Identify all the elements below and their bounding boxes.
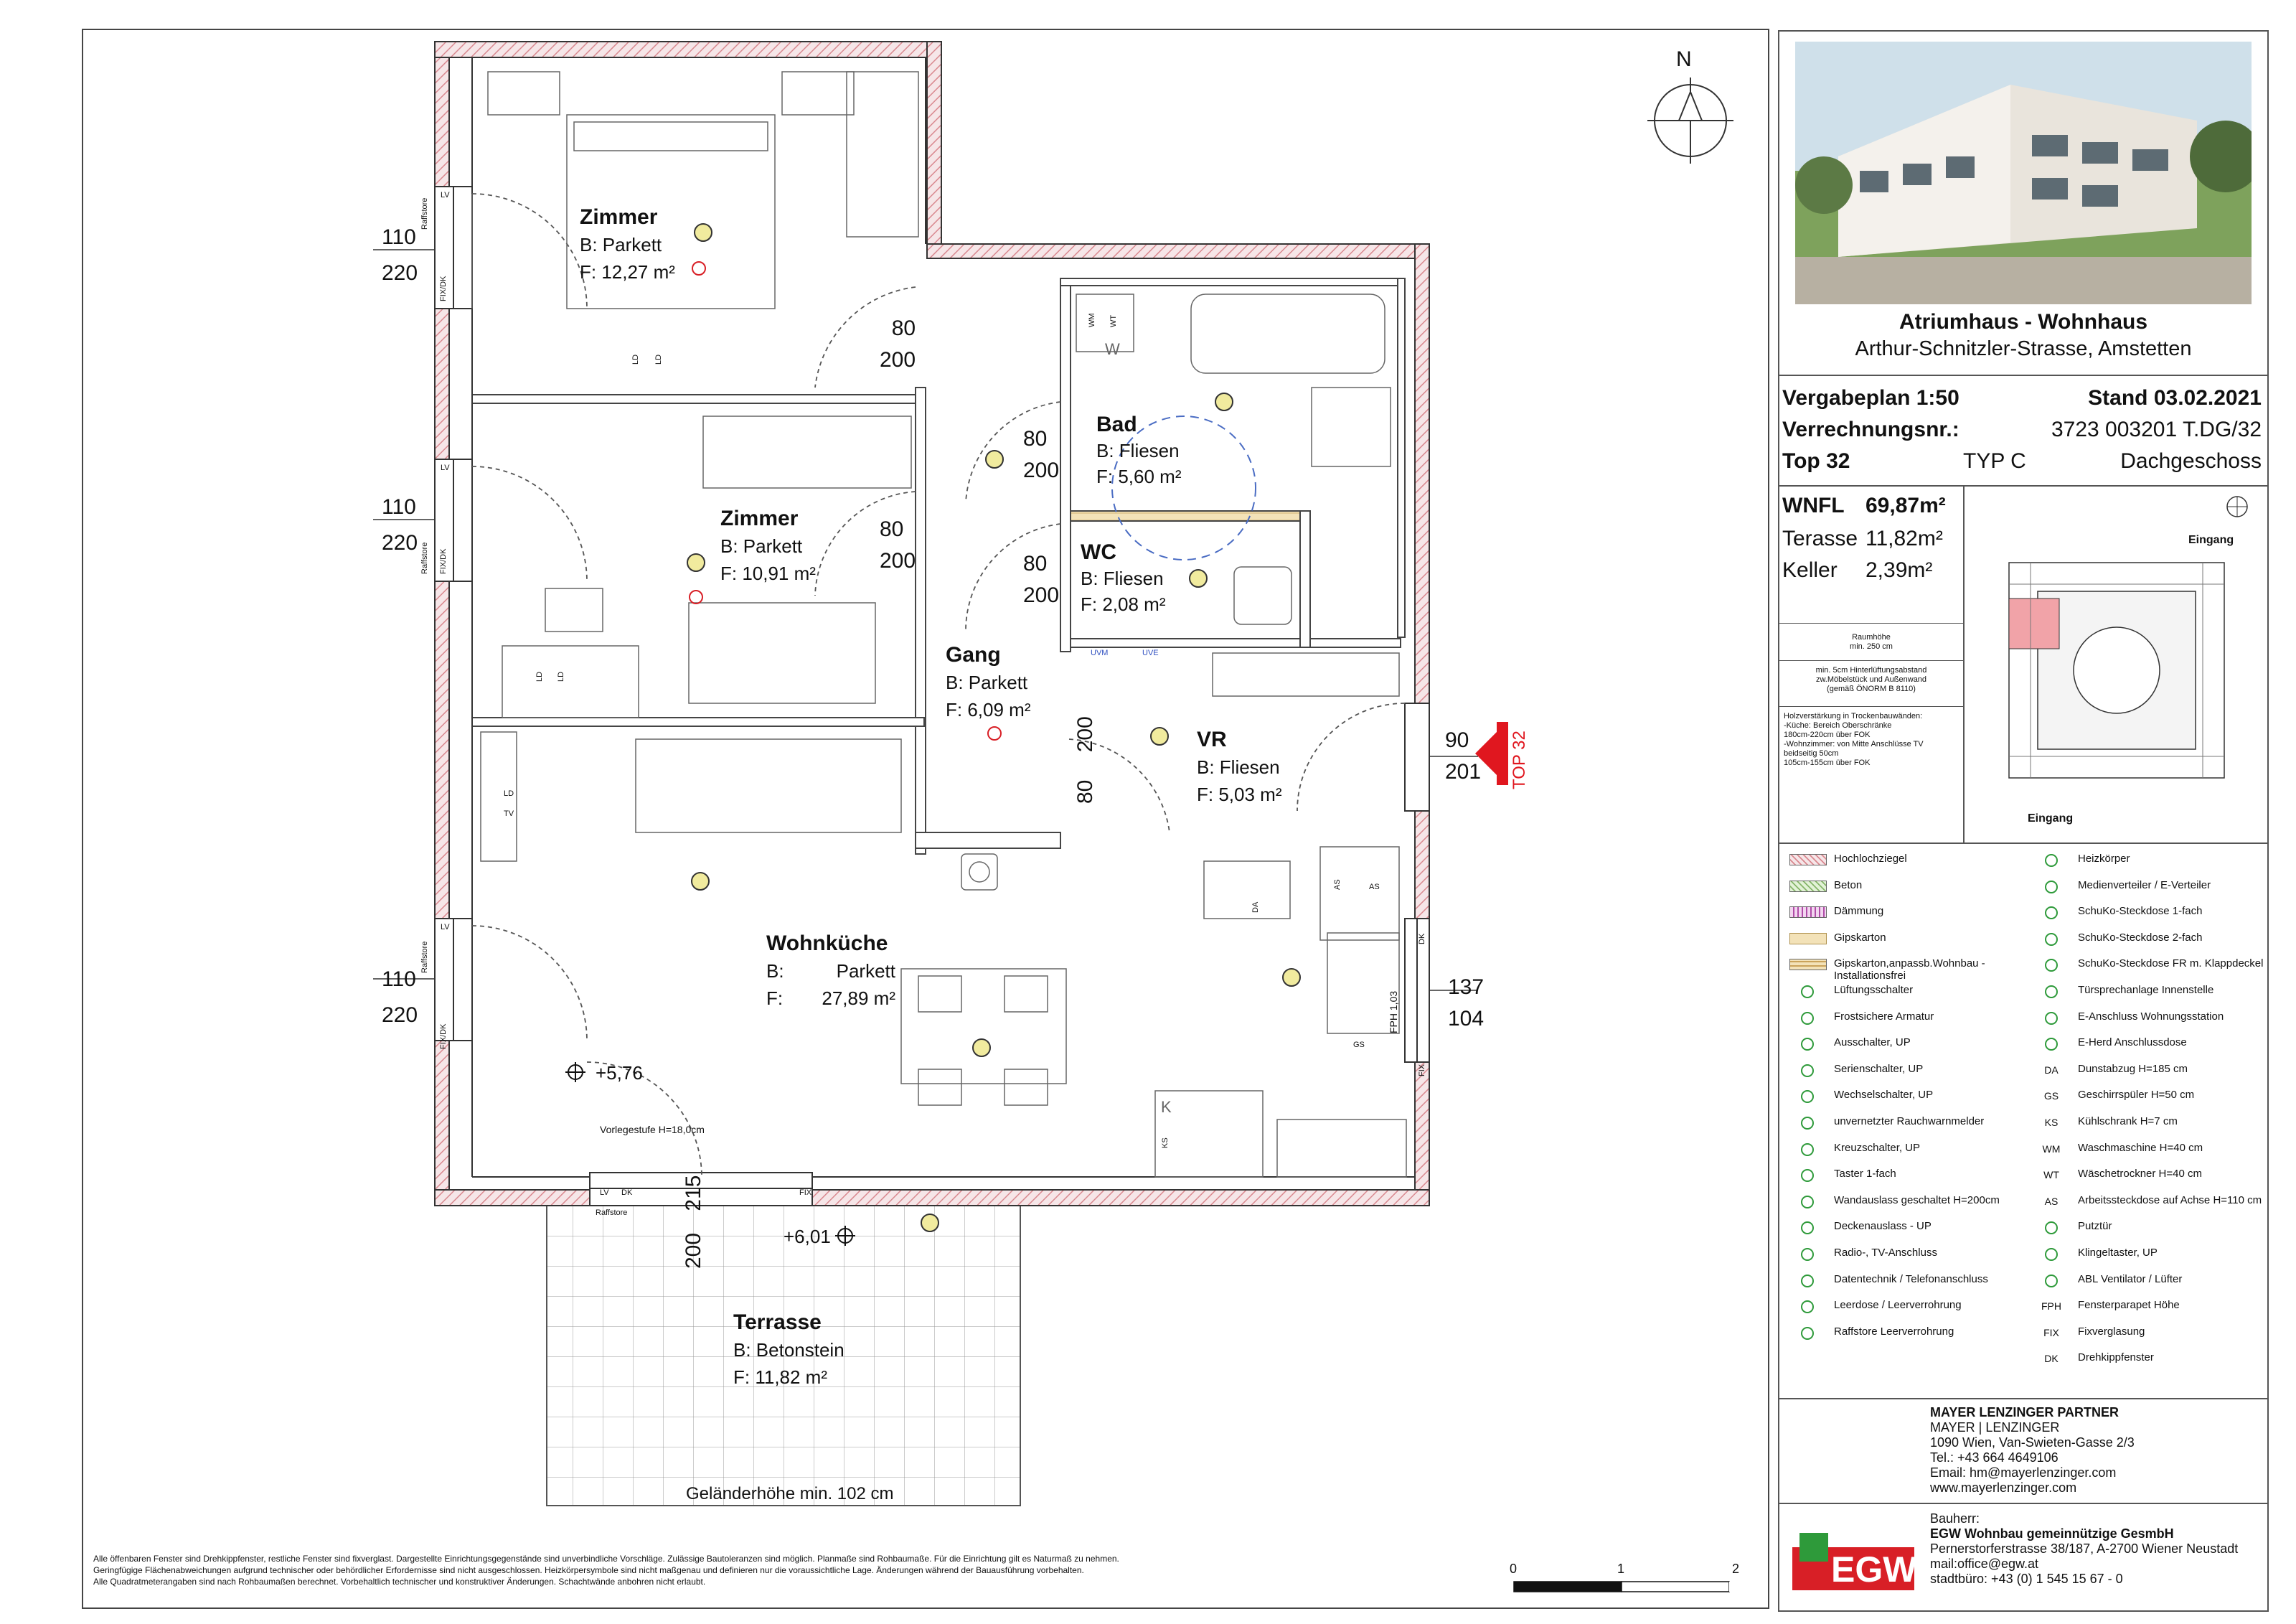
dim-width: 80 bbox=[891, 316, 916, 340]
room-floor: B: Parkett bbox=[946, 672, 1028, 693]
legend-left-symbol-icon bbox=[1789, 854, 1827, 865]
raffstore-label-1: Raffstore bbox=[420, 197, 429, 230]
legend-right-symbol-icon bbox=[2045, 1012, 2058, 1025]
raffstore-label-4: Raffstore bbox=[596, 1208, 628, 1217]
legend-left-symbol-icon bbox=[1801, 1196, 1814, 1208]
legend-left-item: Radio-, TV-Anschluss bbox=[1834, 1247, 1937, 1259]
plan-footnote bbox=[93, 1553, 1457, 1587]
door-dim-5 bbox=[1073, 716, 1098, 804]
holz-note bbox=[1784, 712, 1963, 768]
legend-right-symbol-icon: AS bbox=[2044, 1195, 2059, 1207]
fix-label-kitchen: FIX bbox=[1418, 1064, 1426, 1076]
ld-label-5: LD bbox=[504, 789, 514, 798]
legend-right-item: Putztür bbox=[2078, 1220, 2112, 1233]
logo-text: EGW bbox=[1831, 1549, 1917, 1590]
legend-left-item: Lüftungsschalter bbox=[1834, 984, 1914, 996]
room-area: F: 12,27 m² bbox=[580, 261, 675, 283]
raumhoehe-line: Raumhöhe bbox=[1852, 633, 1891, 642]
note-line: beidseitig 50cm bbox=[1784, 749, 1839, 758]
legend-left-item: Kreuzschalter, UP bbox=[1834, 1141, 1921, 1154]
legend-right-symbol-icon: KS bbox=[2044, 1117, 2059, 1128]
legend-right-symbol-icon: DA bbox=[2044, 1064, 2059, 1076]
room-name: VR bbox=[1197, 728, 1227, 751]
as-label-1: AS bbox=[1333, 879, 1342, 890]
legend-left-item: Dämmung bbox=[1834, 905, 1884, 918]
legend-left-item: Wandauslass geschaltet H=200cm bbox=[1834, 1193, 2000, 1206]
legend-left-item: Raffstore Leerverrohrung bbox=[1834, 1325, 1954, 1338]
ld-label-4: LD bbox=[557, 671, 565, 682]
legend-left-item: Leerdose / Leerverrohrung bbox=[1834, 1299, 1962, 1312]
uve-label: UVE bbox=[1142, 649, 1159, 657]
door-dim-2 bbox=[880, 514, 916, 577]
legend-left-symbol-icon bbox=[1789, 906, 1827, 918]
dim-height: 215 bbox=[682, 1175, 705, 1211]
room-area-label: F: bbox=[766, 987, 784, 1009]
room-wc bbox=[1081, 540, 1165, 617]
gelaender-label: Geländerhöhe min. 102 cm bbox=[686, 1484, 894, 1503]
legend-right-item: Arbeitssteckdose auf Achse H=110 cm bbox=[2078, 1193, 2262, 1206]
note-line: 105cm-155cm über FOK bbox=[1784, 759, 1871, 767]
entrance-door-dim bbox=[1445, 725, 1481, 788]
bauherr-block bbox=[1930, 1511, 2238, 1587]
dim-height: 200 bbox=[1023, 583, 1060, 607]
room-area-value: 27,89 m² bbox=[822, 987, 895, 1009]
door-dim-4 bbox=[1023, 548, 1059, 611]
legend-right-item: E-Anschluss Wohnungsstation bbox=[2078, 1010, 2224, 1023]
legend-right-item: Fensterparapet Höhe bbox=[2078, 1299, 2180, 1312]
level-inside: +5,76 bbox=[596, 1062, 643, 1084]
legend-left-symbol-icon bbox=[1801, 1064, 1814, 1077]
room-floor: B: Parkett bbox=[720, 535, 803, 557]
room-floor: B: Fliesen bbox=[1096, 440, 1180, 461]
legend-left-item: Deckenauslass - UP bbox=[1834, 1220, 1932, 1233]
terasse-value: 11,82m² bbox=[1866, 527, 1943, 550]
legend-left-symbol-icon bbox=[1801, 1012, 1814, 1025]
bauherr-line: mail:office@egw.at bbox=[1930, 1557, 2039, 1571]
legend-right-symbol-icon: WT bbox=[2043, 1169, 2059, 1181]
bauherr-name: EGW Wohnbau gemeinnützige GesmbH bbox=[1930, 1526, 2174, 1541]
legend-right-item: Klingeltaster, UP bbox=[2078, 1247, 2158, 1259]
dim-width: 110 bbox=[382, 495, 416, 519]
architect-line: Tel.: +43 664 4649106 bbox=[1930, 1450, 2059, 1465]
architect-line: Email: hm@mayerlenzinger.com bbox=[1930, 1465, 2117, 1480]
wt-label: WT bbox=[1109, 314, 1118, 327]
note-line: -Küche: Bereich Oberschränke bbox=[1784, 721, 1892, 730]
dim-height: 200 bbox=[880, 549, 916, 573]
legend-right-item: Drehkippfenster bbox=[2078, 1351, 2154, 1364]
ld-label-2: LD bbox=[654, 354, 663, 365]
footnote-line: Alle öffenbaren Fenster sind Drehkippfenster, restliche Fenster sind fixverglast. Dargestellte Einrichtungsgegenstände sind unverbindliche Vorschläge. Zulässige Bautoleranzen sind möglich. Planmaße sind Rohbaumaße. Für die Einrichtung gilt es Naturmaß zu nehmen. bbox=[93, 1554, 1119, 1564]
note-line: 180cm-220cm über FOK bbox=[1784, 731, 1871, 739]
vorlegestufe-label: Vorlegestufe H=18,0cm bbox=[600, 1124, 705, 1135]
dk-label-kitchen: DK bbox=[1418, 933, 1426, 944]
legend-right-item: Wäschetrockner H=40 cm bbox=[2078, 1168, 2202, 1181]
legend-right-symbol-icon: DK bbox=[2044, 1353, 2059, 1365]
architect-line: MAYER | LENZINGER bbox=[1930, 1420, 2060, 1435]
dim-height: 200 bbox=[1023, 459, 1060, 482]
fph-label: FPH 1,03 bbox=[1388, 990, 1399, 1033]
legend-right-item: SchuKo-Steckdose FR m. Klappdeckel bbox=[2078, 957, 2264, 970]
legend-left-symbol-icon bbox=[1801, 1090, 1814, 1103]
terrace-door-dim bbox=[682, 1175, 706, 1269]
legend-right-symbol-icon bbox=[2045, 881, 2058, 893]
architect-line: www.mayerlenzinger.com bbox=[1930, 1480, 2077, 1495]
room-name: WC bbox=[1081, 540, 1116, 564]
legend-right-symbol-icon bbox=[2045, 854, 2058, 867]
room-floor-value: Parkett bbox=[836, 960, 895, 982]
project-title: Atriumhaus - Wohnhaus bbox=[1899, 310, 2148, 334]
legend-right-symbol-icon: FIX bbox=[2043, 1326, 2059, 1338]
room-vr bbox=[1197, 726, 1281, 808]
legend-right-item: E-Herd Anschlussdose bbox=[2078, 1036, 2187, 1049]
egw-logo bbox=[1792, 1521, 1917, 1590]
dim-width: 90 bbox=[1445, 728, 1469, 752]
wnfl-value: 69,87m² bbox=[1866, 494, 1946, 517]
legend-left-item: Hochlochziegel bbox=[1834, 853, 1907, 865]
da-label: DA bbox=[1251, 901, 1260, 913]
dim-width: 80 bbox=[880, 517, 904, 541]
dim-width: 80 bbox=[1023, 552, 1048, 576]
lv-label-3: LV bbox=[441, 923, 450, 931]
raumhoehe-line: min. 250 cm bbox=[1850, 642, 1893, 651]
room-area: F: 5,60 m² bbox=[1096, 466, 1182, 487]
legend-left-item: Frostsichere Armatur bbox=[1834, 1010, 1934, 1023]
wnfl-label: WNFL bbox=[1782, 494, 1845, 517]
building-rendering bbox=[1795, 42, 2252, 304]
footnote-line: Geringfügige Flächenabweichungen aufgrund technischer oder behördlicher Erfordernisse sind nicht ausgeschlossen. Heizkörpersymbole sind nicht maßgenau und definieren nur die voraussichtliche Lage. Änderungen während der Bauausführung vorbehalten. bbox=[93, 1565, 1084, 1575]
legend-left-symbol-icon bbox=[1801, 1275, 1814, 1287]
fixdk-label-1: FIX/DK bbox=[439, 276, 448, 301]
uvm-label: UVM bbox=[1091, 649, 1109, 657]
legend-left-symbol-icon bbox=[1801, 1038, 1814, 1051]
verrechnung-value: 3723 003201 T.DG/32 bbox=[2051, 418, 2262, 441]
legend-left-symbol-icon bbox=[1801, 1169, 1814, 1182]
note-line: -Wohnzimmer: von Mitte Anschlüsse TV bbox=[1784, 740, 1924, 748]
legend-right-item: SchuKo-Steckdose 2-fach bbox=[2078, 931, 2203, 944]
note-line: (gemäß ÖNORM B 8110) bbox=[1827, 685, 1916, 693]
keller-value: 2,39m² bbox=[1866, 558, 1933, 582]
legend-left-symbol-icon bbox=[1789, 933, 1827, 944]
lv-label-2: LV bbox=[441, 464, 450, 472]
dim-width: 80 bbox=[1073, 779, 1097, 804]
legend-left-symbol-icon bbox=[1789, 881, 1827, 892]
raffstore-label-3: Raffstore bbox=[420, 941, 429, 973]
verrechnung-label: Verrechnungsnr.: bbox=[1782, 418, 1959, 441]
legend-left-symbol-icon bbox=[1801, 1117, 1814, 1130]
dim-width: 137 bbox=[1448, 975, 1485, 999]
bauherr-label: Bauherr: bbox=[1930, 1511, 1980, 1526]
window-dim-1 bbox=[382, 220, 418, 291]
room-floor: B: Parkett bbox=[580, 234, 662, 255]
wm-label: WM bbox=[1088, 313, 1096, 327]
room-zimmer-2 bbox=[720, 505, 816, 587]
hinterlueftung-note bbox=[1779, 666, 1963, 694]
legend-left-symbol-icon bbox=[1801, 985, 1814, 998]
window-dim-2 bbox=[382, 489, 418, 561]
legend-left-symbol-icon bbox=[1801, 1143, 1814, 1156]
dim-height: 220 bbox=[382, 261, 418, 285]
legend-right-symbol-icon bbox=[2045, 933, 2058, 946]
dk-label-terrace: DK bbox=[621, 1188, 633, 1197]
legend-left-symbol-icon bbox=[1789, 959, 1827, 970]
note-line: zw.Möbelstück und Außenwand bbox=[1815, 675, 1927, 684]
legend-left-item: Gipskarton bbox=[1834, 931, 1886, 944]
window-dim-3 bbox=[382, 962, 418, 1033]
legend-left-item: Wechselschalter, UP bbox=[1834, 1089, 1934, 1102]
fixdk-label-3: FIX/DK bbox=[439, 1023, 448, 1049]
bauherr-line: Pernerstorferstrasse 38/187, A-2700 Wiener Neustadt bbox=[1930, 1541, 2239, 1556]
legend-right-symbol-icon: GS bbox=[2043, 1090, 2059, 1102]
legend-right-item: Fixverglasung bbox=[2078, 1325, 2145, 1338]
dim-height: 201 bbox=[1445, 760, 1482, 784]
legend-left-symbol-icon bbox=[1801, 1248, 1814, 1261]
fix-label-terrace: FIX bbox=[799, 1188, 812, 1197]
legend-left-symbol-icon bbox=[1801, 1221, 1814, 1234]
raffstore-label-2: Raffstore bbox=[420, 542, 429, 574]
room-name: Zimmer bbox=[580, 205, 658, 229]
room-area: F: 6,09 m² bbox=[946, 699, 1031, 721]
room-area: F: 2,08 m² bbox=[1081, 593, 1166, 615]
fixdk-label-2: FIX/DK bbox=[439, 548, 448, 574]
legend-left-symbol-icon bbox=[1801, 1300, 1814, 1313]
dim-height: 200 bbox=[880, 348, 916, 372]
room-gang bbox=[946, 642, 1030, 723]
legend-right-symbol-icon: FPH bbox=[2041, 1300, 2061, 1313]
kitchen-window-dim bbox=[1448, 972, 1484, 1035]
room-name: Zimmer bbox=[720, 507, 799, 530]
eingang-top: Eingang bbox=[2188, 534, 2234, 546]
legend-right-item: SchuKo-Steckdose 1-fach bbox=[2078, 905, 2203, 918]
dim-height: 220 bbox=[382, 1003, 418, 1027]
as-label-2: AS bbox=[1369, 883, 1380, 891]
stand-date: Stand 03.02.2021 bbox=[2088, 386, 2262, 410]
legend-right-symbol-icon bbox=[2045, 1275, 2058, 1287]
room-floor: B: Betonstein bbox=[733, 1339, 844, 1361]
dim-width: 110 bbox=[382, 967, 416, 991]
room-floor: B: Fliesen bbox=[1081, 568, 1164, 589]
legend-right-symbol-icon bbox=[2045, 985, 2058, 998]
gs-label: GS bbox=[1353, 1041, 1365, 1049]
legend-right-item: Kühlschrank H=7 cm bbox=[2078, 1115, 2178, 1127]
plan-type: Vergabeplan 1:50 bbox=[1782, 386, 1959, 410]
ld-label-1: LD bbox=[631, 354, 640, 365]
title-block bbox=[1778, 30, 2269, 1612]
legend-right-symbol-icon bbox=[2045, 959, 2058, 972]
raumhoehe bbox=[1779, 633, 1963, 652]
room-area: F: 5,03 m² bbox=[1197, 784, 1282, 805]
dim-height: 104 bbox=[1448, 1007, 1485, 1031]
dim-height: 220 bbox=[382, 531, 418, 555]
room-name: Wohnküche bbox=[766, 931, 888, 955]
legend-left-item: unvernetzter Rauchwarnmelder bbox=[1834, 1115, 1985, 1127]
note-line: Holzverstärkung in Trockenbauwänden: bbox=[1784, 712, 1923, 721]
scale-tick-2: 2 bbox=[1732, 1562, 1740, 1576]
legend-right-item: Heizkörper bbox=[2078, 853, 2130, 865]
room-name: Bad bbox=[1096, 413, 1137, 436]
top-number: Top 32 bbox=[1782, 449, 1850, 473]
north-label: N bbox=[1676, 47, 1692, 71]
room-terrasse bbox=[733, 1309, 844, 1391]
room-floor-label: B: bbox=[766, 960, 784, 982]
legend-right-item: Geschirrspüler H=50 cm bbox=[2078, 1089, 2195, 1102]
room-bad bbox=[1096, 412, 1181, 489]
tv-label: TV bbox=[504, 809, 514, 818]
keller-label: Keller bbox=[1782, 558, 1838, 582]
legend-right-item: ABL Ventilator / Lüfter bbox=[2078, 1272, 2183, 1285]
legend-right-symbol-icon bbox=[2045, 1221, 2058, 1234]
ld-label-3: LD bbox=[535, 671, 544, 682]
legend-left-item: Serienschalter, UP bbox=[1834, 1062, 1924, 1075]
dim-height: 200 bbox=[1073, 716, 1097, 753]
legend-right-symbol-icon: WM bbox=[2042, 1142, 2061, 1155]
architect-block bbox=[1930, 1405, 2135, 1496]
legend-right-symbol-icon bbox=[2045, 906, 2058, 919]
lv-label-4: LV bbox=[600, 1188, 609, 1197]
legend-left-item: Taster 1-fach bbox=[1834, 1168, 1896, 1181]
architect-name: MAYER LENZINGER PARTNER bbox=[1930, 1405, 2119, 1419]
bauherr-line: stadtbüro: +43 (0) 1 545 15 67 - 0 bbox=[1930, 1572, 2123, 1586]
k-label: K bbox=[1161, 1098, 1172, 1116]
room-name: Terrasse bbox=[733, 1310, 822, 1334]
scale-tick-0: 0 bbox=[1510, 1562, 1518, 1576]
legend-right-symbol-icon bbox=[2045, 1248, 2058, 1261]
dim-width: 200 bbox=[682, 1232, 705, 1269]
lv-label-1: LV bbox=[441, 191, 450, 200]
legend-right-symbol-icon bbox=[2045, 1038, 2058, 1051]
dim-width: 110 bbox=[382, 225, 416, 249]
room-area: F: 11,82 m² bbox=[733, 1366, 828, 1388]
note-line: min. 5cm Hinterlüftungsabstand bbox=[1815, 666, 1927, 675]
room-zimmer-1 bbox=[580, 204, 675, 286]
footnote-line: Alle Quadratmeterangaben sind nach Rohbaumaßen berechnet. Vorbehaltlich technischer und konstruktiver Änderungen. Schachtwände anbohren nicht erlaubt. bbox=[93, 1577, 706, 1587]
w-label: W bbox=[1105, 340, 1120, 358]
room-wohnkueche bbox=[766, 930, 895, 1012]
architect-line: 1090 Wien, Van-Swieten-Gasse 2/3 bbox=[1930, 1435, 2135, 1450]
entry-tag: TOP 32 bbox=[1510, 731, 1529, 789]
scale-tick-1: 1 bbox=[1617, 1562, 1625, 1576]
legend-right-item: Medienverteiler / E-Verteiler bbox=[2078, 878, 2211, 891]
level-terrace: +6,01 bbox=[784, 1226, 831, 1247]
floor-level: Dachgeschoss bbox=[2120, 449, 2262, 473]
door-dim-1 bbox=[880, 313, 916, 376]
legend-right-item: Waschmaschine H=40 cm bbox=[2078, 1141, 2203, 1154]
dim-width: 80 bbox=[1023, 427, 1048, 451]
room-area: F: 10,91 m² bbox=[720, 563, 816, 584]
legend-left-symbol-icon bbox=[1801, 1327, 1814, 1340]
apartment-type: TYP C bbox=[1963, 449, 2026, 473]
door-dim-3 bbox=[1023, 423, 1059, 487]
eingang-bottom: Eingang bbox=[2028, 812, 2074, 825]
room-floor: B: Fliesen bbox=[1197, 756, 1280, 778]
legend-right-item: Türsprechanlage Innenstelle bbox=[2078, 984, 2214, 996]
project-address: Arthur-Schnitzler-Strasse, Amstetten bbox=[1855, 337, 2192, 360]
legend-right-item: Dunstabzug H=185 cm bbox=[2078, 1062, 2188, 1075]
legend-left-item: Ausschalter, UP bbox=[1834, 1036, 1911, 1049]
ks-label: KS bbox=[1161, 1137, 1170, 1148]
legend-left-item: Beton bbox=[1834, 878, 1863, 891]
terasse-label: Terasse bbox=[1782, 527, 1858, 550]
legend-left-item: Datentechnik / Telefonanschluss bbox=[1834, 1272, 1988, 1285]
room-name: Gang bbox=[946, 643, 1001, 667]
legend-left-item: Gipskarton,anpassb.Wohnbau - Installationsfrei bbox=[1834, 957, 1985, 982]
